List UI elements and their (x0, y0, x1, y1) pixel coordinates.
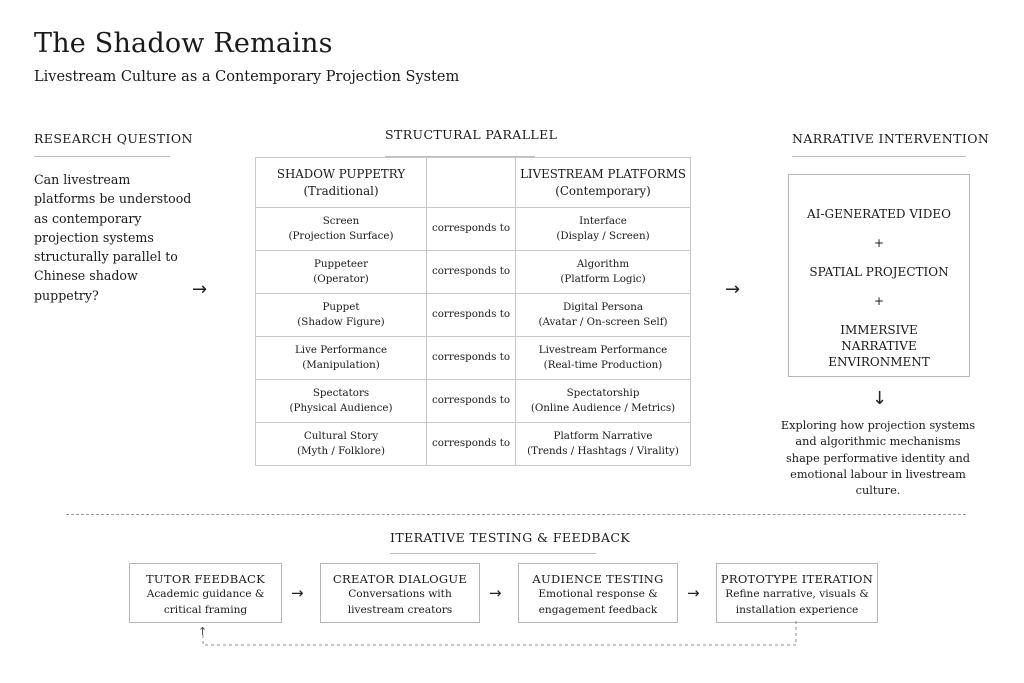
table-cell-corresponds: corresponds to (427, 423, 516, 466)
table-cell-corresponds: corresponds to (427, 294, 516, 337)
section-divider (66, 514, 966, 515)
narrative-heading-rule (792, 156, 966, 157)
livestream-platforms-header: LIVESTREAM PLATFORMS (Contemporary) (516, 158, 691, 208)
table-cell-right: Livestream Performance (Real-time Production) (516, 337, 691, 380)
research-question-text: Can livestream platforms be understood as contemporary projection systems structurally parallel to Chinese shadow puppetry? (34, 172, 192, 303)
page-title: The Shadow Remains (34, 28, 333, 59)
table-row (256, 208, 691, 251)
narrative-intervention-heading: NARRATIVE INTERVENTION (792, 131, 990, 146)
research-heading-rule (34, 156, 170, 157)
step-description: Emotional response & engagement feedback (538, 588, 658, 616)
table-header-spacer (427, 158, 516, 208)
plus-sign: + (873, 294, 885, 308)
ai-video-label: AI-GENERATED VIDEO (807, 207, 951, 221)
narrative-description: Exploring how projection systems and algorithmic mechanisms shape performative identity and emotional labour in livestream culture. (780, 419, 976, 498)
immersive-environment-label: IMMERSIVE NARRATIVE ENVIRONMENT (828, 323, 930, 369)
shadow-puppetry-header: SHADOW PUPPETRY (Traditional) (256, 158, 427, 208)
arrow-right-icon: → (725, 279, 741, 300)
creator-dialogue-box (320, 563, 480, 623)
table-cell-left: Cultural Story (Myth / Folklore) (256, 423, 427, 466)
arrow-right-icon: → (687, 584, 700, 602)
table-cell-left: Spectators (Physical Audience) (256, 380, 427, 423)
structural-parallel-table (255, 157, 691, 466)
table-cell-left: Screen (Projection Surface) (256, 208, 427, 251)
arrow-up-icon: ↑ (198, 625, 208, 638)
narrative-intervention-box (788, 174, 970, 377)
table-cell-right: Interface (Display / Screen) (516, 208, 691, 251)
audience-testing-box (518, 563, 678, 623)
arrow-down-icon: ↓ (872, 388, 888, 409)
page-subtitle: Livestream Culture as a Contemporary Projection System (34, 69, 460, 85)
table-row (256, 294, 691, 337)
table-cell-corresponds: corresponds to (427, 380, 516, 423)
spatial-projection-label: SPATIAL PROJECTION (809, 265, 949, 279)
table-row (256, 380, 691, 423)
step-title: CREATOR DIALOGUE (332, 572, 468, 586)
table-cell-corresponds: corresponds to (427, 208, 516, 251)
table-row (256, 251, 691, 294)
table-cell-left: Puppeteer (Operator) (256, 251, 427, 294)
structural-parallel-heading: STRUCTURAL PARALLEL (385, 127, 558, 142)
arrow-right-icon: → (489, 584, 502, 602)
feedback-loop-connector (190, 620, 810, 650)
table-cell-right: Digital Persona (Avatar / On-screen Self) (516, 294, 691, 337)
research-question-heading: RESEARCH QUESTION (34, 131, 193, 146)
step-title: TUTOR FEEDBACK (145, 572, 266, 586)
table-header-row (256, 158, 691, 208)
table-cell-corresponds: corresponds to (427, 251, 516, 294)
step-description: Conversations with livestream creators (347, 588, 453, 616)
arrow-right-icon: → (291, 584, 304, 602)
iterative-testing-heading: ITERATIVE TESTING & FEEDBACK (390, 530, 631, 545)
step-description: Academic guidance & critical framing (146, 588, 265, 616)
tutor-feedback-box (129, 563, 282, 623)
table-cell-left: Puppet (Shadow Figure) (256, 294, 427, 337)
table-cell-right: Platform Narrative (Trends / Hashtags / Virality) (516, 423, 691, 466)
table-cell-left: Live Performance (Manipulation) (256, 337, 427, 380)
table-row (256, 337, 691, 380)
table-cell-corresponds: corresponds to (427, 337, 516, 380)
step-title: AUDIENCE TESTING (532, 572, 664, 586)
table-cell-right: Spectatorship (Online Audience / Metrics) (516, 380, 691, 423)
arrow-right-icon: → (192, 279, 208, 300)
prototype-iteration-box (716, 563, 878, 623)
table-row (256, 423, 691, 466)
step-title: PROTOTYPE ITERATION (720, 572, 874, 586)
step-description: Refine narrative, visuals & installation experience (725, 588, 869, 616)
iterative-heading-rule (390, 553, 596, 554)
table-cell-right: Algorithm (Platform Logic) (516, 251, 691, 294)
plus-sign: + (873, 236, 885, 250)
